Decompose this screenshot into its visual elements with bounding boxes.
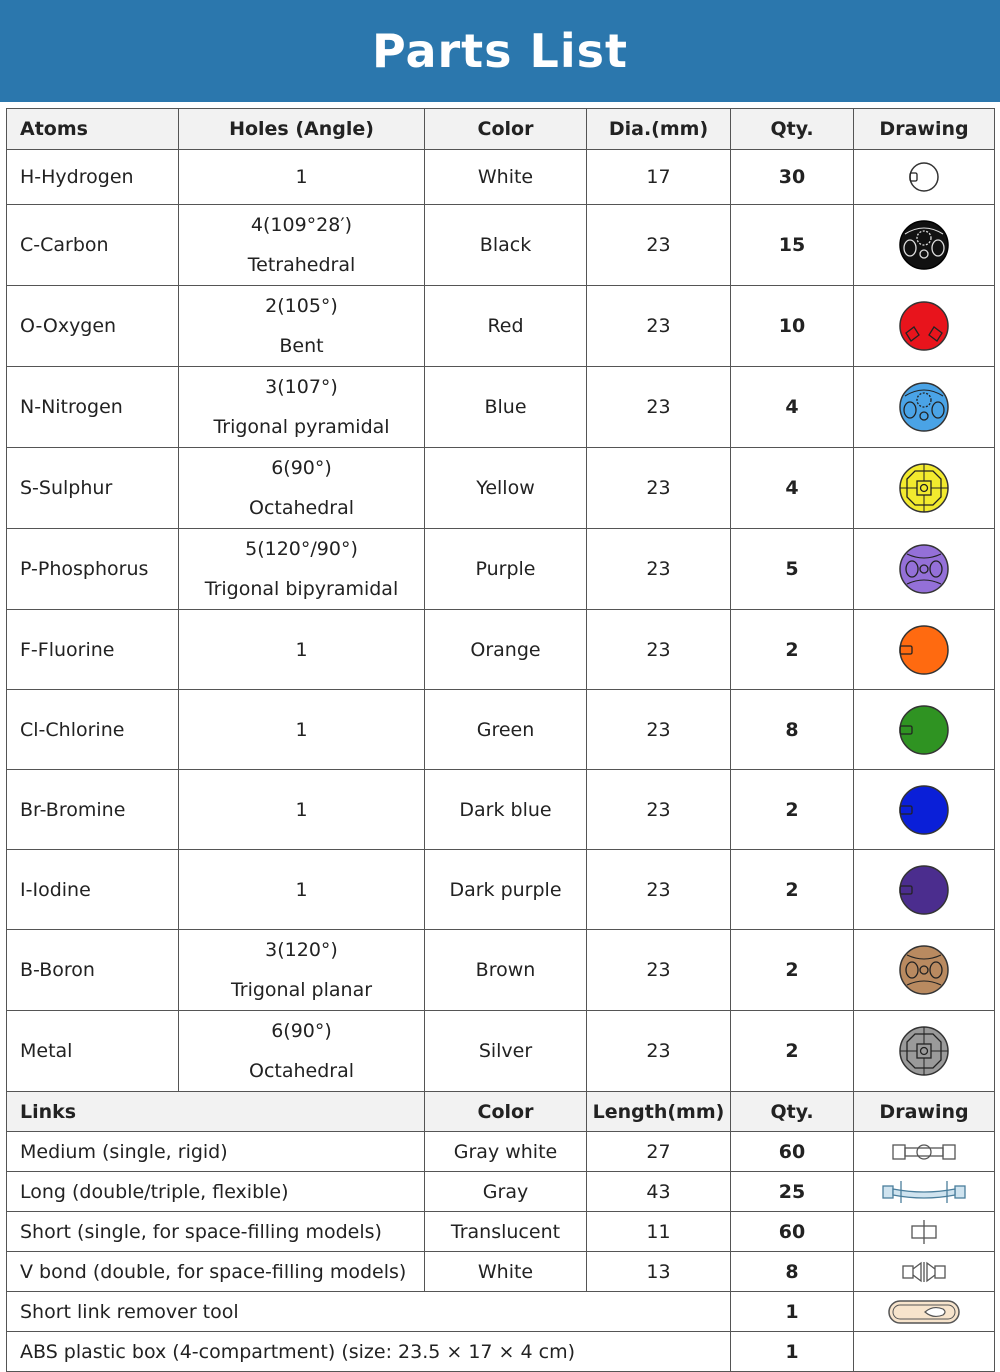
atom-diameter: 23 <box>587 770 731 850</box>
atom-diameter: 23 <box>587 529 731 610</box>
atom-diameter: 23 <box>587 367 731 448</box>
atom-color: Silver <box>425 1011 587 1092</box>
header-link-drawing: Drawing <box>854 1092 995 1132</box>
holes-angle: 2(105°) <box>265 295 338 317</box>
link-qty: 60 <box>731 1132 854 1172</box>
atom-row <box>7 1011 995 1092</box>
atom-name: I-Iodine <box>7 850 179 930</box>
atom-name: Metal <box>7 1011 179 1092</box>
header-holes: Holes (Angle) <box>179 109 425 150</box>
parts-table <box>6 108 995 1372</box>
atom-name: N-Nitrogen <box>7 367 179 448</box>
atom-row <box>7 448 995 529</box>
holes-geometry: Tetrahedral <box>247 254 356 276</box>
atom-holes <box>179 286 425 367</box>
atom-color: Yellow <box>425 448 587 529</box>
remover-tool-icon <box>881 1297 967 1327</box>
atom-drawing <box>854 690 995 770</box>
holes-geometry: Octahedral <box>248 497 355 519</box>
boron-atom-icon <box>897 943 951 997</box>
hydrogen-atom-icon <box>897 150 951 204</box>
link-qty: 8 <box>731 1252 854 1292</box>
atom-color: Brown <box>425 930 587 1011</box>
atom-color: Dark purple <box>425 850 587 930</box>
chlorine-atom-icon <box>897 703 951 757</box>
extra-row <box>7 1292 995 1332</box>
link-row <box>7 1132 995 1172</box>
holes-geometry: Trigonal bipyramidal <box>204 578 399 600</box>
atom-color: Dark blue <box>425 770 587 850</box>
metal-atom-icon <box>897 1024 951 1078</box>
header-drawing: Drawing <box>854 109 995 150</box>
sulphur-atom-icon <box>897 461 951 515</box>
atom-row <box>7 610 995 690</box>
atom-qty: 30 <box>731 150 854 205</box>
atom-name: H-Hydrogen <box>7 150 179 205</box>
atom-diameter: 23 <box>587 850 731 930</box>
link-name: Long (double/triple, flexible) <box>7 1172 425 1212</box>
atom-name: S-Sulphur <box>7 448 179 529</box>
atom-qty: 4 <box>731 367 854 448</box>
atoms-header-row <box>7 109 995 150</box>
atom-qty: 10 <box>731 286 854 367</box>
atom-drawing <box>854 930 995 1011</box>
atom-drawing <box>854 367 995 448</box>
header-color: Color <box>425 109 587 150</box>
bromine-atom-icon <box>897 783 951 837</box>
atom-holes <box>179 850 425 930</box>
fluorine-atom-icon <box>897 623 951 677</box>
atom-holes <box>179 529 425 610</box>
atom-diameter: 23 <box>587 1011 731 1092</box>
carbon-atom-icon <box>897 218 951 272</box>
link-row <box>7 1212 995 1252</box>
atom-holes <box>179 770 425 850</box>
atom-row <box>7 930 995 1011</box>
atom-drawing <box>854 150 995 205</box>
link-drawing <box>854 1132 995 1172</box>
extra-qty: 1 <box>731 1292 854 1332</box>
header-link-color: Color <box>425 1092 587 1132</box>
atom-color: Red <box>425 286 587 367</box>
atom-qty: 2 <box>731 930 854 1011</box>
atom-name: B-Boron <box>7 930 179 1011</box>
atom-diameter: 23 <box>587 448 731 529</box>
short-link-icon <box>881 1217 967 1247</box>
atom-row <box>7 286 995 367</box>
atom-row <box>7 367 995 448</box>
extra-drawing <box>854 1332 995 1372</box>
atom-row <box>7 850 995 930</box>
header-links: Links <box>7 1092 425 1132</box>
extra-name: ABS plastic box (4-compartment) (size: 23.5 × 17 × 4 cm) <box>7 1332 731 1372</box>
atom-color: Blue <box>425 367 587 448</box>
medium-link-icon <box>881 1137 967 1167</box>
link-name: Short (single, for space-filling models) <box>7 1212 425 1252</box>
atom-name: F-Fluorine <box>7 610 179 690</box>
atom-qty: 5 <box>731 529 854 610</box>
atom-color: White <box>425 150 587 205</box>
atom-holes <box>179 150 425 205</box>
nitrogen-atom-icon <box>897 380 951 434</box>
holes-geometry: Trigonal planar <box>230 979 373 1001</box>
header-link-qty: Qty. <box>731 1092 854 1132</box>
link-color: White <box>425 1252 587 1292</box>
link-row <box>7 1252 995 1292</box>
link-drawing <box>854 1172 995 1212</box>
atom-diameter: 23 <box>587 690 731 770</box>
atom-qty: 2 <box>731 610 854 690</box>
atom-drawing <box>854 1011 995 1092</box>
long-link-icon <box>881 1177 967 1207</box>
atom-drawing <box>854 529 995 610</box>
link-length: 43 <box>587 1172 731 1212</box>
atom-holes <box>179 690 425 770</box>
atom-diameter: 17 <box>587 150 731 205</box>
link-name: Medium (single, rigid) <box>7 1132 425 1172</box>
link-drawing <box>854 1212 995 1252</box>
extra-row <box>7 1332 995 1372</box>
atom-qty: 8 <box>731 690 854 770</box>
atom-row <box>7 690 995 770</box>
atom-drawing <box>854 448 995 529</box>
atom-diameter: 23 <box>587 205 731 286</box>
holes-angle: 4(109°28′) <box>250 214 353 236</box>
holes-angle: 3(120°) <box>265 939 338 961</box>
link-row <box>7 1172 995 1212</box>
link-color: Gray white <box>425 1132 587 1172</box>
atom-drawing <box>854 610 995 690</box>
v-bond-icon <box>881 1257 967 1287</box>
page-title: Parts List <box>371 24 629 78</box>
atom-row <box>7 770 995 850</box>
atom-diameter: 23 <box>587 286 731 367</box>
header-dia: Dia.(mm) <box>587 109 731 150</box>
holes-angle: 6(90°) <box>271 457 332 479</box>
link-drawing <box>854 1252 995 1292</box>
holes-angle: 5(120°/90°) <box>245 538 358 560</box>
atom-row <box>7 205 995 286</box>
atom-color: Black <box>425 205 587 286</box>
atom-color: Orange <box>425 610 587 690</box>
iodine-atom-icon <box>897 863 951 917</box>
extra-qty: 1 <box>731 1332 854 1372</box>
atom-drawing <box>854 770 995 850</box>
atom-holes <box>179 367 425 448</box>
extra-name: Short link remover tool <box>7 1292 731 1332</box>
holes-geometry: Octahedral <box>248 1060 355 1082</box>
atom-holes <box>179 1011 425 1092</box>
phosphorus-atom-icon <box>897 542 951 596</box>
holes-angle: 1 <box>295 166 308 188</box>
atom-color: Purple <box>425 529 587 610</box>
holes-angle: 1 <box>295 718 308 741</box>
link-length: 13 <box>587 1252 731 1292</box>
holes-angle: 1 <box>295 878 308 901</box>
atom-name: P-Phosphorus <box>7 529 179 610</box>
atom-row <box>7 150 995 205</box>
link-color: Gray <box>425 1172 587 1212</box>
atom-diameter: 23 <box>587 930 731 1011</box>
atom-row <box>7 529 995 610</box>
extra-drawing <box>854 1292 995 1332</box>
atom-name: O-Oxygen <box>7 286 179 367</box>
atom-color: Green <box>425 690 587 770</box>
link-qty: 25 <box>731 1172 854 1212</box>
atom-name: Br-Bromine <box>7 770 179 850</box>
header-qty: Qty. <box>731 109 854 150</box>
holes-angle: 1 <box>295 638 308 661</box>
holes-angle: 6(90°) <box>271 1020 332 1042</box>
atom-diameter: 23 <box>587 610 731 690</box>
link-length: 11 <box>587 1212 731 1252</box>
atom-drawing <box>854 286 995 367</box>
header-length: Length(mm) <box>587 1092 731 1132</box>
atom-drawing <box>854 205 995 286</box>
link-color: Translucent <box>425 1212 587 1252</box>
atom-holes <box>179 610 425 690</box>
holes-geometry: Bent <box>279 335 324 357</box>
atom-holes <box>179 448 425 529</box>
holes-angle: 1 <box>295 798 308 821</box>
atom-qty: 2 <box>731 770 854 850</box>
atom-holes <box>179 205 425 286</box>
atom-qty: 2 <box>731 850 854 930</box>
atom-name: C-Carbon <box>7 205 179 286</box>
atom-name: Cl-Chlorine <box>7 690 179 770</box>
holes-angle: 3(107°) <box>265 376 338 398</box>
atom-drawing <box>854 850 995 930</box>
link-name: V bond (double, for space-filling models) <box>7 1252 425 1292</box>
title-banner <box>0 0 1000 102</box>
link-qty: 60 <box>731 1212 854 1252</box>
atom-holes <box>179 930 425 1011</box>
links-header-row <box>7 1092 995 1132</box>
atom-qty: 15 <box>731 205 854 286</box>
atom-qty: 2 <box>731 1011 854 1092</box>
link-length: 27 <box>587 1132 731 1172</box>
atom-qty: 4 <box>731 448 854 529</box>
holes-geometry: Trigonal pyramidal <box>213 416 390 438</box>
header-atoms: Atoms <box>7 109 179 150</box>
oxygen-atom-icon <box>897 299 951 353</box>
